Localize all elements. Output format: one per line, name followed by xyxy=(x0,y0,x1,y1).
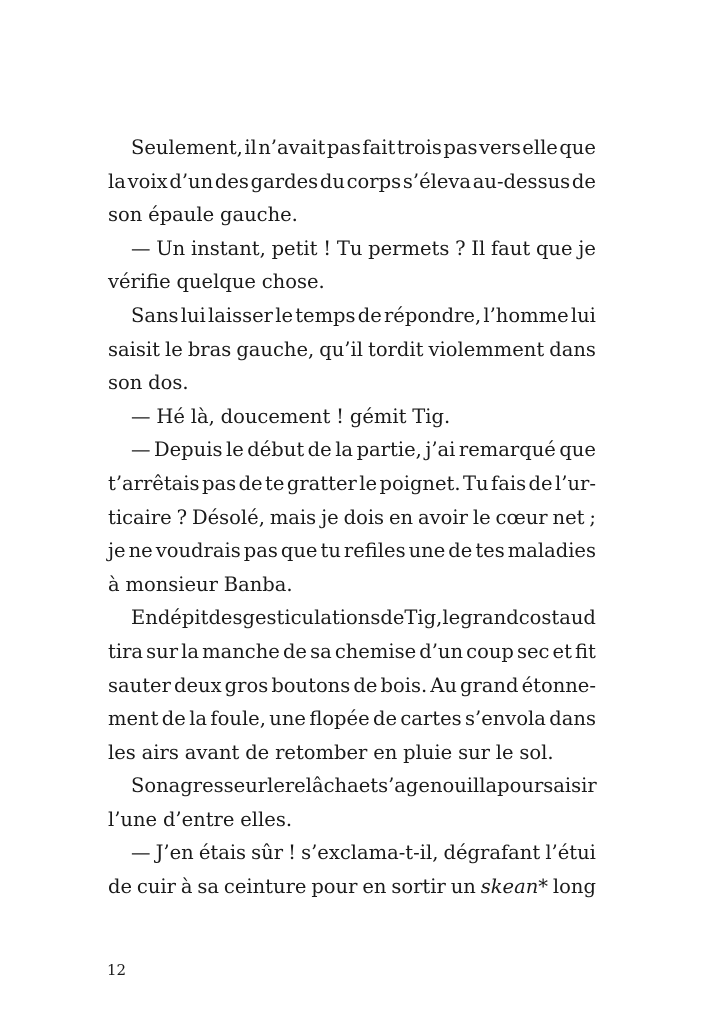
word: une xyxy=(408,539,446,563)
word: sur xyxy=(146,639,179,663)
word: il xyxy=(244,136,257,159)
word: pluie xyxy=(403,740,453,764)
text-line xyxy=(108,702,596,736)
word: qu’il xyxy=(319,337,363,361)
text-line xyxy=(108,601,596,635)
word: l’ur- xyxy=(555,471,596,495)
word: cœur xyxy=(495,505,548,529)
word: chose. xyxy=(261,270,325,294)
word: poignet. xyxy=(379,471,461,495)
word: deux xyxy=(173,673,222,697)
word: gratter xyxy=(286,471,357,495)
word: de xyxy=(448,539,473,563)
word: son xyxy=(108,371,143,395)
word: refiles xyxy=(343,539,406,563)
word: saisit xyxy=(108,337,160,361)
text-line xyxy=(108,165,596,199)
word: boutons xyxy=(271,673,351,697)
word: elles. xyxy=(240,807,293,831)
word: des xyxy=(214,169,249,193)
word: à xyxy=(180,875,193,899)
word: violemment xyxy=(428,337,545,361)
word: gros xyxy=(224,673,269,697)
word: pas xyxy=(243,539,278,563)
text-line xyxy=(108,736,596,770)
word: tu xyxy=(320,539,341,563)
text-line xyxy=(108,265,596,299)
word: et xyxy=(552,639,572,663)
word: Sans xyxy=(131,303,179,327)
word: dois xyxy=(343,505,385,529)
word: s’éleva xyxy=(402,169,472,193)
word: corps xyxy=(346,169,402,193)
text-line xyxy=(108,433,596,467)
word: fit xyxy=(575,639,596,663)
word: doucement xyxy=(220,404,331,428)
word: agresseur xyxy=(168,774,268,798)
word: en xyxy=(373,740,398,764)
word: d’entre xyxy=(162,807,235,831)
word: Hé xyxy=(156,404,185,428)
word: trois xyxy=(396,136,442,159)
word: bois. xyxy=(380,673,428,697)
word: — xyxy=(131,438,151,462)
word: le xyxy=(225,438,244,462)
text-line xyxy=(108,769,596,803)
word: fais xyxy=(491,471,527,495)
word: foule, xyxy=(210,707,266,731)
text-line xyxy=(108,568,596,602)
word: — xyxy=(131,236,151,260)
word: Tig, xyxy=(404,606,443,630)
word: Un xyxy=(156,236,186,260)
word: sa xyxy=(310,639,332,663)
word: le xyxy=(495,740,514,764)
text-line xyxy=(108,501,596,535)
text-line xyxy=(108,366,596,400)
text-line xyxy=(108,232,596,266)
word: pour xyxy=(497,774,544,798)
word: Il xyxy=(471,236,486,260)
word: ment xyxy=(108,707,159,731)
word: avoir xyxy=(417,505,468,529)
word: s’envola xyxy=(465,707,546,731)
word: temps xyxy=(295,303,356,327)
word: de xyxy=(307,438,332,462)
word: t’arrêtais xyxy=(108,471,200,495)
word: début xyxy=(247,438,305,462)
word: — xyxy=(131,404,151,428)
word: sortir xyxy=(391,875,446,899)
word: vers xyxy=(478,136,521,159)
word: ceinture xyxy=(223,875,307,899)
italic-word: skean* xyxy=(480,875,549,899)
word: la xyxy=(108,169,126,193)
word: que xyxy=(559,438,596,462)
text-line xyxy=(108,836,596,870)
word: de xyxy=(245,740,270,764)
text-line xyxy=(108,198,596,232)
word: maladies xyxy=(507,539,596,563)
word: Tig. xyxy=(412,404,451,428)
word: dépit xyxy=(157,606,209,630)
word: Au xyxy=(430,673,457,697)
word: au-dessus xyxy=(472,169,571,193)
word: sur xyxy=(458,740,490,764)
word: le xyxy=(267,774,285,798)
word: te xyxy=(265,471,285,495)
word: et xyxy=(358,774,379,798)
word: des xyxy=(208,606,243,630)
word: gardes xyxy=(250,169,319,193)
word: gémit xyxy=(349,404,407,428)
word: son xyxy=(108,203,143,227)
word: de xyxy=(282,639,307,663)
word: Depuis xyxy=(154,438,223,462)
word: de xyxy=(108,875,133,899)
word: le xyxy=(275,303,293,327)
text-line xyxy=(108,635,596,669)
word: bras xyxy=(187,337,232,361)
word: la xyxy=(181,639,200,663)
word: pas xyxy=(326,136,361,159)
word: de xyxy=(238,471,263,495)
word: sûr xyxy=(251,841,284,865)
word: je xyxy=(578,236,596,260)
word: les xyxy=(108,740,136,764)
word: étonne- xyxy=(521,673,596,697)
word: elle xyxy=(522,136,558,159)
word: de xyxy=(353,673,378,697)
word: que xyxy=(559,136,596,159)
text-line xyxy=(108,870,596,904)
word: un xyxy=(450,875,476,899)
word: en xyxy=(388,505,414,529)
word: dos. xyxy=(148,371,189,395)
body-text xyxy=(108,131,596,904)
word: dans xyxy=(549,337,596,361)
text-line xyxy=(108,131,596,165)
word: ! xyxy=(336,404,344,428)
word: partie, xyxy=(356,438,422,462)
word: ? xyxy=(176,505,188,529)
word: s’exclama-t-il, xyxy=(301,841,439,865)
word: voix xyxy=(127,169,168,193)
word: pas xyxy=(443,136,478,159)
word: le xyxy=(442,606,461,630)
word: que xyxy=(280,539,318,563)
word: pas xyxy=(202,471,237,495)
word: répondre, xyxy=(383,303,482,327)
word: J’en xyxy=(155,841,194,865)
word: ! xyxy=(288,841,296,865)
word: laisser xyxy=(208,303,273,327)
word: j’ai xyxy=(425,438,456,462)
word: voudrais xyxy=(155,539,241,563)
text-line xyxy=(108,299,596,333)
word: en xyxy=(362,875,387,899)
word: la xyxy=(335,438,354,462)
word: de xyxy=(380,606,405,630)
word: lui xyxy=(570,303,596,327)
word: cuir xyxy=(136,875,176,899)
word: Son xyxy=(131,774,169,798)
word: gauche, xyxy=(236,337,315,361)
word: tes xyxy=(475,539,505,563)
word: retomber xyxy=(275,740,368,764)
word: chemise xyxy=(334,639,417,663)
word: — xyxy=(131,841,151,865)
word: Seulement, xyxy=(131,136,243,159)
word: épaule xyxy=(148,203,215,227)
word: faut xyxy=(490,236,531,260)
word: que xyxy=(535,236,573,260)
word: petit xyxy=(271,236,318,260)
word: vérifie xyxy=(108,270,171,294)
text-line xyxy=(108,803,596,837)
word: sol. xyxy=(519,740,554,764)
word: cartes xyxy=(400,707,462,731)
word: dégrafant xyxy=(443,841,541,865)
word: n’avait xyxy=(258,136,326,159)
word: sauter xyxy=(108,673,171,697)
word: de xyxy=(571,169,596,193)
word: ? xyxy=(455,236,466,260)
word: je xyxy=(108,539,126,563)
word: tordit xyxy=(368,337,424,361)
word: long xyxy=(552,875,596,899)
word: costaud xyxy=(518,606,596,630)
word: ticaire xyxy=(108,505,172,529)
word: gesticulations xyxy=(242,606,381,630)
word: l’homme xyxy=(483,303,569,327)
word: là, xyxy=(190,404,215,428)
text-line xyxy=(108,400,596,434)
word: fait xyxy=(362,136,396,159)
word: Tu xyxy=(463,471,489,495)
word: relâcha xyxy=(284,774,359,798)
word: à xyxy=(108,572,120,596)
word: de xyxy=(528,471,553,495)
word: saisir xyxy=(543,774,597,798)
word: étais xyxy=(198,841,247,865)
word: du xyxy=(319,169,345,193)
word: la xyxy=(189,707,208,731)
word: Désolé, xyxy=(192,505,265,529)
text-line xyxy=(108,669,596,703)
word: dans xyxy=(549,707,596,731)
word: ne xyxy=(128,539,153,563)
word: quelque xyxy=(176,270,256,294)
text-line xyxy=(108,467,596,501)
word: monsieur xyxy=(125,572,218,596)
word: remarqué xyxy=(458,438,556,462)
word: tira xyxy=(108,639,144,663)
word: coup xyxy=(466,639,514,663)
word: net xyxy=(552,505,585,529)
word: avant xyxy=(184,740,240,764)
word: airs xyxy=(141,740,179,764)
word: l’étui xyxy=(545,841,596,865)
word: permets xyxy=(368,236,450,260)
word: En xyxy=(131,606,158,630)
word: de xyxy=(357,303,382,327)
word: gauche. xyxy=(219,203,298,227)
word: s’agenouilla xyxy=(378,774,498,798)
page-number: 12 xyxy=(107,961,127,979)
word: ! xyxy=(323,236,332,260)
word: pour xyxy=(311,875,358,899)
word: Tu xyxy=(336,236,363,260)
word: d’un xyxy=(169,169,214,193)
word: l’une xyxy=(108,807,158,831)
word: une xyxy=(269,707,306,731)
text-line xyxy=(108,534,596,568)
word: le xyxy=(359,471,378,495)
word: sec xyxy=(516,639,550,663)
word: manche xyxy=(202,639,280,663)
word: de xyxy=(372,707,398,731)
word: lui xyxy=(180,303,206,327)
word: d’un xyxy=(419,639,464,663)
word: de xyxy=(161,707,186,731)
word: sa xyxy=(197,875,220,899)
word: flopée xyxy=(309,707,370,731)
word: grand xyxy=(460,606,519,630)
word: ; xyxy=(589,505,596,529)
word: le xyxy=(165,337,183,361)
word: instant, xyxy=(190,236,266,260)
word: je xyxy=(321,505,339,529)
word: le xyxy=(472,505,491,529)
word: mais xyxy=(269,505,317,529)
word: Banba. xyxy=(223,572,293,596)
text-line xyxy=(108,333,596,367)
word: grand xyxy=(460,673,519,697)
